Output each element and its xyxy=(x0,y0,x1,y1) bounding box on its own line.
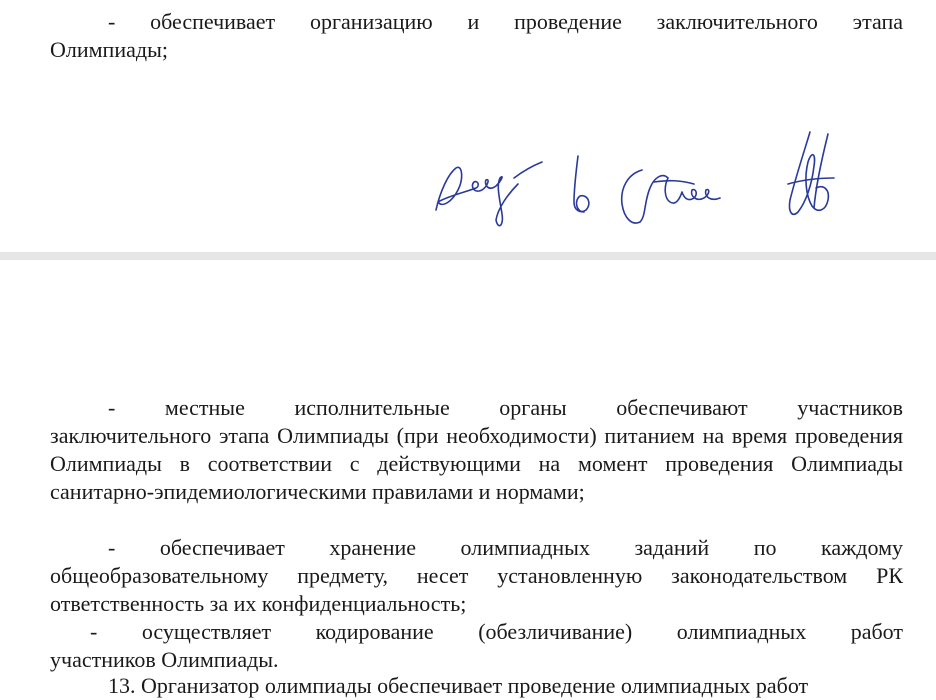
paragraph-local-authorities xyxy=(50,394,903,506)
paragraph-continuation: общеобразовательному предмету, несет установленную законодательством РК ответственность за их конфиденциальность; xyxy=(50,563,903,616)
signature-1 xyxy=(436,162,542,226)
page-separator xyxy=(0,252,936,260)
paragraph-continuation: заключительного этапа Олимпиады (при необходимости) питанием на время проведения Олимпиады в соответствии с действующими на момент проведения Олимпиады санитарно-эпидемиологическими правилами и нормами; xyxy=(50,423,903,504)
paragraph-first-line: - обеспечивает организацию и проведение заключительного этапа xyxy=(108,9,903,34)
cut-line-text: 13. Организатор олимпиады обеспечивает проведение олимпиадных работ xyxy=(108,673,809,698)
paragraph-storage xyxy=(50,534,903,618)
signature-2 xyxy=(574,156,589,212)
signature-3 xyxy=(622,170,720,223)
page-top xyxy=(0,0,936,252)
handwritten-signatures xyxy=(418,122,858,240)
paragraph-first-line: - осуществляет кодирование (обезличивание) олимпиадных работ xyxy=(90,619,903,644)
partially-visible-line xyxy=(50,664,903,698)
paragraph-first-line: - обеспечивает хранение олимпиадных заданий по каждому xyxy=(108,535,903,560)
page-bottom xyxy=(0,260,936,698)
signature-4 xyxy=(788,132,834,214)
paragraph-continuation: участников Олимпиады. xyxy=(50,647,279,672)
paragraph-organization xyxy=(50,8,903,64)
paragraph-first-line: - местные исполнительные органы обеспечивают участников xyxy=(108,395,903,420)
paragraph-continuation: Олимпиады; xyxy=(50,37,168,62)
